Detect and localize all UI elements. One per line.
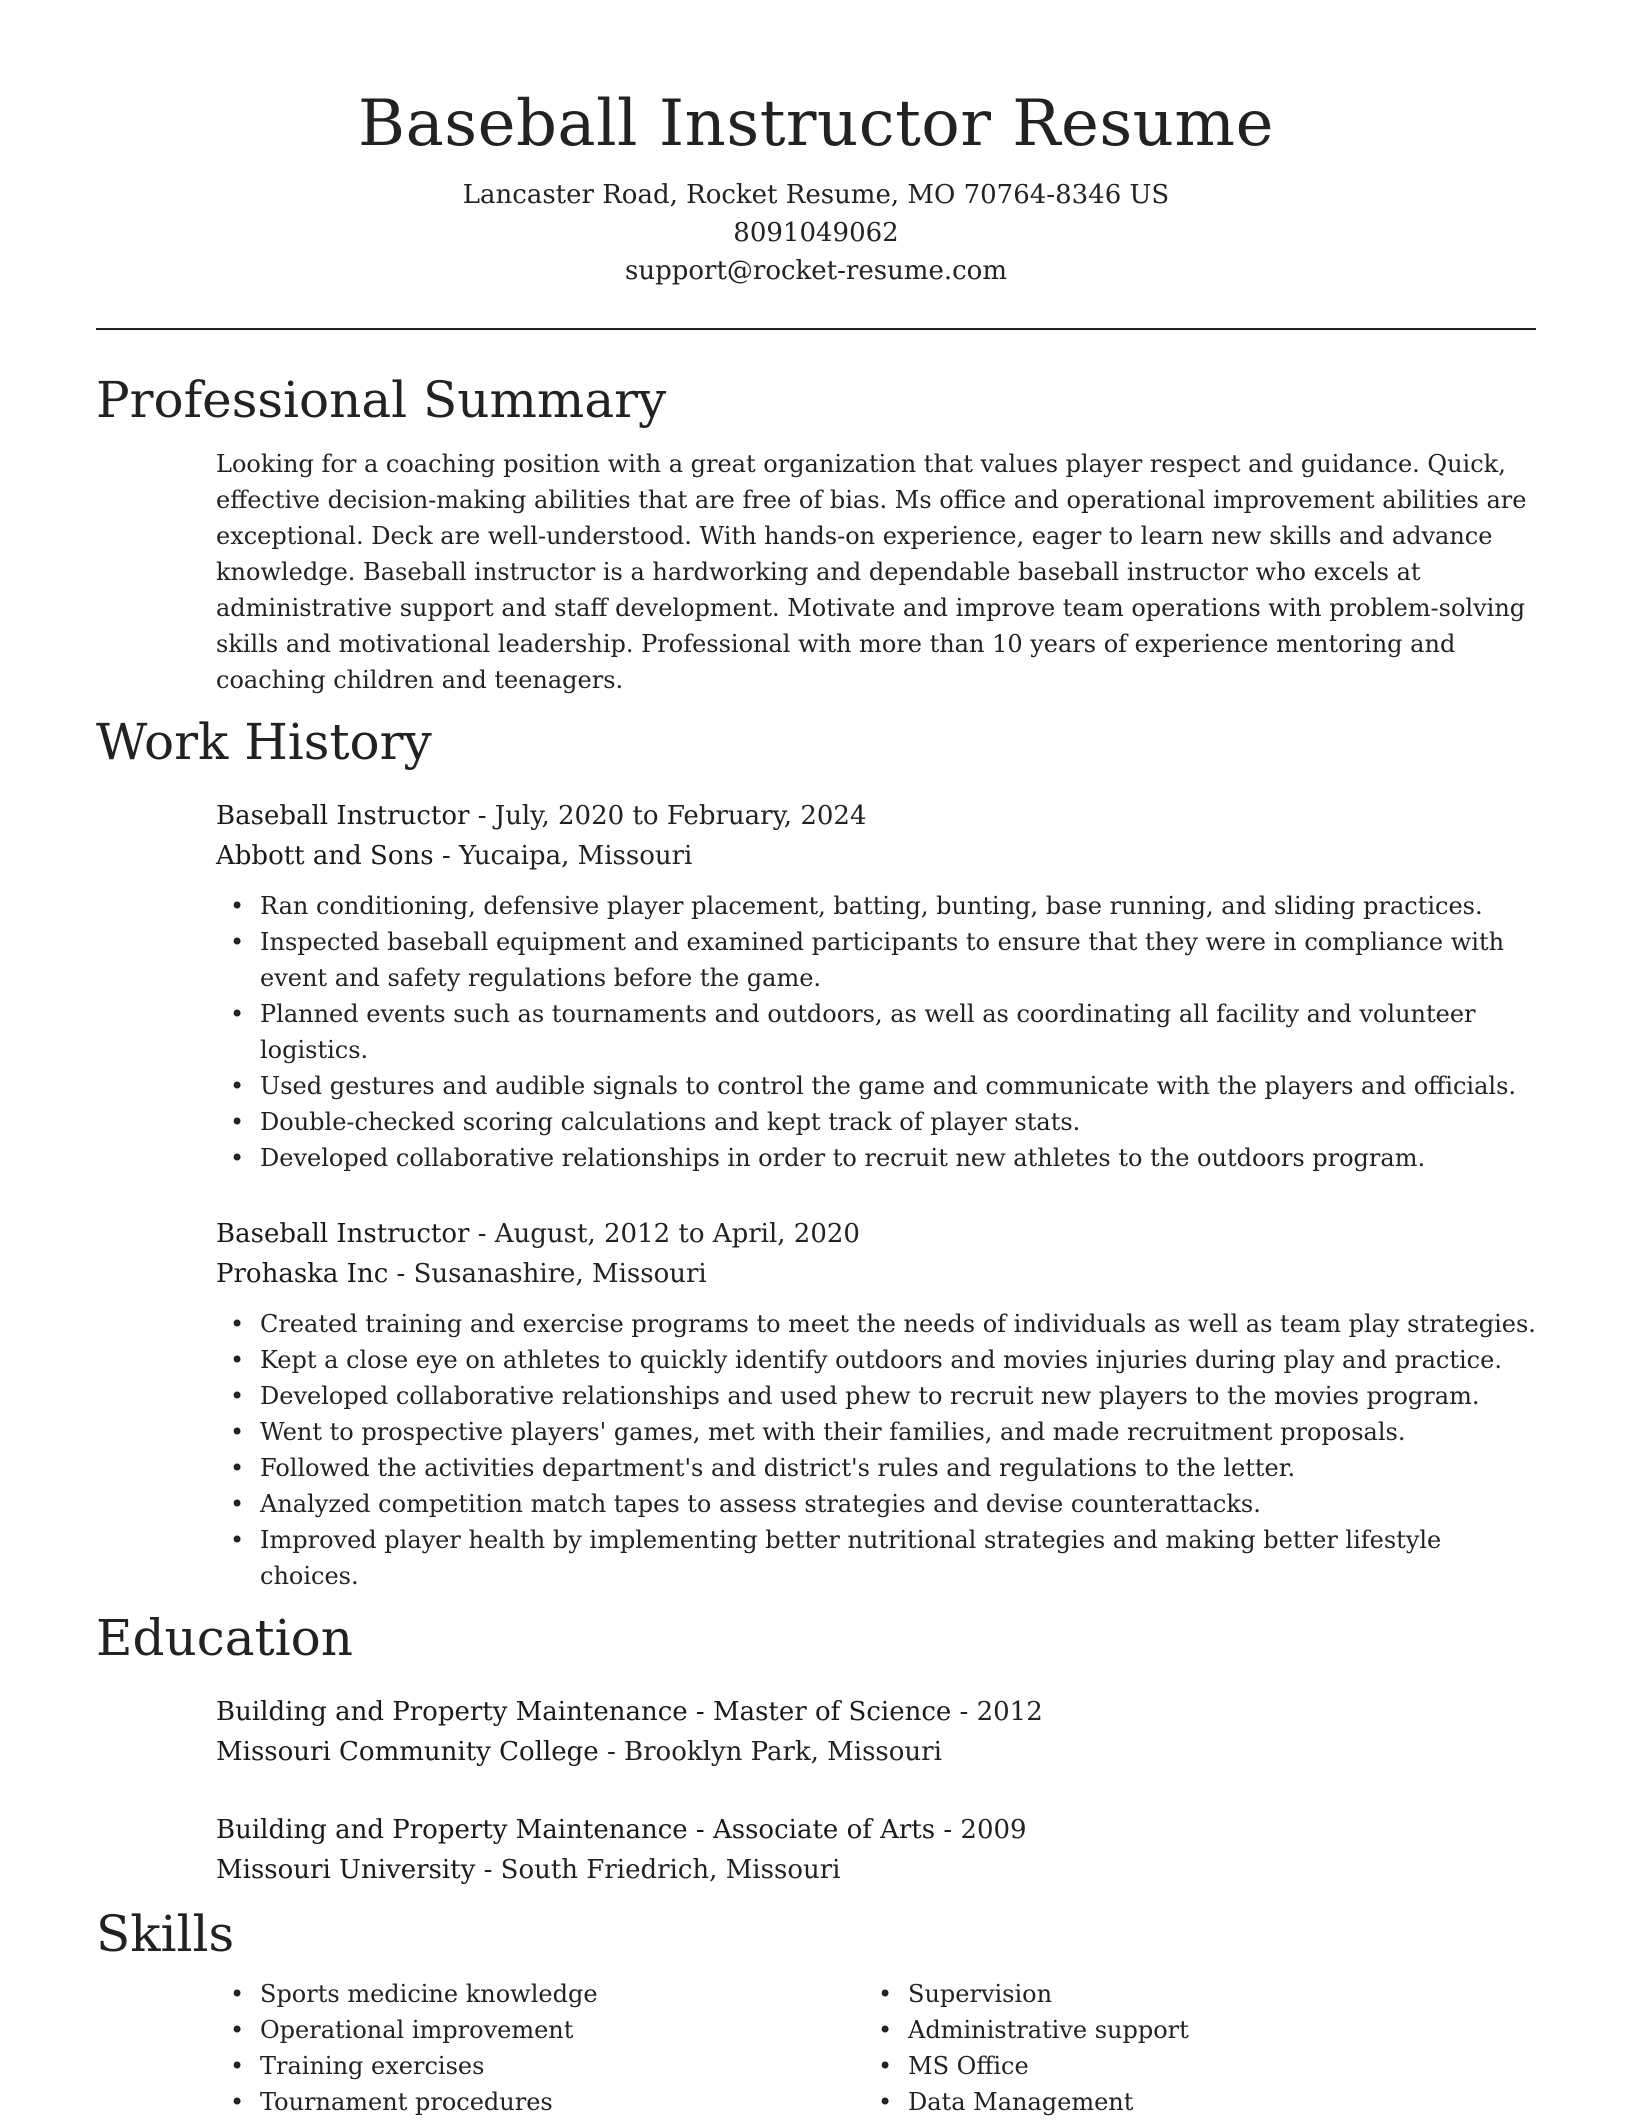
resume-header bbox=[96, 0, 1536, 290]
list-item bbox=[230, 1522, 1536, 1594]
resume-page bbox=[96, 0, 1536, 2120]
job-dates: - July, 2020 to February, 2024 bbox=[469, 801, 867, 831]
education-school-line bbox=[216, 1732, 1536, 1772]
bullet-icon: • bbox=[230, 2052, 245, 2080]
list-item bbox=[230, 1976, 864, 2012]
list-item bbox=[878, 2012, 1512, 2048]
education-heading: Education bbox=[96, 1609, 353, 1667]
list-item bbox=[230, 996, 1536, 1068]
bullet-icon: • bbox=[230, 1072, 245, 1100]
summary-section bbox=[96, 368, 1536, 698]
education-entry bbox=[216, 1692, 1536, 1772]
list-item bbox=[230, 1414, 1536, 1450]
job-entry bbox=[216, 1214, 1536, 1594]
bullet-icon: • bbox=[878, 1980, 893, 2008]
skills-column-left bbox=[216, 1976, 864, 2120]
education-entry bbox=[216, 1810, 1536, 1890]
skills-list bbox=[864, 1976, 1512, 2120]
list-item bbox=[230, 1342, 1536, 1378]
bullet-text: Inspected baseball equipment and examined participants to ensure that they were in compliance with event and safety regulations before the game. bbox=[260, 928, 1505, 992]
bullet-icon: • bbox=[230, 2088, 245, 2116]
bullet-text: Developed collaborative relationships in order to recruit new athletes to the outdoors program. bbox=[260, 1144, 1426, 1172]
list-item bbox=[230, 1450, 1536, 1486]
bullet-icon: • bbox=[230, 1310, 245, 1338]
education-school-line bbox=[216, 1850, 1536, 1890]
bullet-icon: • bbox=[230, 1526, 245, 1554]
list-item bbox=[230, 1486, 1536, 1522]
bullet-text: Used gestures and audible signals to control the game and communicate with the players and officials. bbox=[260, 1072, 1517, 1100]
bullet-icon: • bbox=[230, 1454, 245, 1482]
list-item bbox=[230, 1140, 1536, 1176]
skill-text: Supervision bbox=[908, 1980, 1053, 2008]
skills-section bbox=[96, 1902, 1536, 2120]
job-title-line bbox=[216, 796, 1536, 836]
job-title: Baseball Instructor bbox=[216, 801, 470, 831]
education-location: - South Friedrich, Missouri bbox=[475, 1855, 841, 1885]
work-history-section bbox=[96, 710, 1536, 1594]
bullet-text: Developed collaborative relationships and used phew to recruit new players to the movies program. bbox=[260, 1382, 1480, 1410]
bullet-icon: • bbox=[230, 1108, 245, 1136]
job-dates: - August, 2012 to April, 2020 bbox=[469, 1219, 860, 1249]
job-company: Abbott and Sons bbox=[216, 841, 434, 871]
education-year: - 2009 bbox=[935, 1815, 1027, 1845]
summary-text: Looking for a coaching position with a great organization that values player respect and guidance. Quick, effective decision-making abilities that are free of bias. Ms office and operational improvement abilities are exceptional. Deck are well-understood. With hands-on experience, eager to learn new skills and advance knowledge. Baseball instructor is a hardworking and dependable baseball instructor who excels at administrative support and staff development. Motivate and improve team operations with problem-solving skills and motivational leadership. Professional with more than 10 years of experience mentoring and coaching children and teenagers. bbox=[216, 450, 1527, 694]
list-item bbox=[230, 2084, 864, 2120]
job-location: - Susanashire, Missouri bbox=[388, 1259, 707, 1289]
skills-body bbox=[96, 1976, 1536, 2120]
education-year: - 2012 bbox=[951, 1697, 1043, 1727]
list-item bbox=[230, 2048, 864, 2084]
bullet-text: Analyzed competition match tapes to assess strategies and devise counterattacks. bbox=[260, 1490, 1261, 1518]
list-item bbox=[878, 2048, 1512, 2084]
skill-text: Administrative support bbox=[908, 2016, 1189, 2044]
list-item bbox=[878, 1976, 1512, 2012]
bullet-icon: • bbox=[230, 1980, 245, 2008]
education-degree: - Associate of Arts bbox=[687, 1815, 936, 1845]
education-body bbox=[96, 1692, 1536, 1890]
education-school: Missouri Community College bbox=[216, 1737, 599, 1767]
bullet-text: Created training and exercise programs to meet the needs of individuals as well as team play strategies. bbox=[260, 1310, 1536, 1338]
bullet-text: Followed the activities department's and district's rules and regulations to the letter. bbox=[260, 1454, 1296, 1482]
education-degree-line bbox=[216, 1810, 1536, 1850]
header-divider bbox=[96, 328, 1536, 330]
bullet-text: Planned events such as tournaments and outdoors, as well as coordinating all facility and volunteer logistics. bbox=[260, 1000, 1476, 1064]
bullet-icon: • bbox=[230, 1346, 245, 1374]
work-history-body bbox=[96, 796, 1536, 1594]
job-entry bbox=[216, 796, 1536, 1176]
bullet-text: Went to prospective players' games, met with their families, and made recruitment proposals. bbox=[260, 1418, 1406, 1446]
list-item bbox=[230, 1068, 1536, 1104]
bullet-icon: • bbox=[230, 1490, 245, 1518]
bullet-icon: • bbox=[230, 928, 245, 956]
bullet-text: Improved player health by implementing better nutritional strategies and making better lifestyle choices. bbox=[260, 1526, 1442, 1590]
work-history-heading: Work History bbox=[96, 713, 432, 771]
skill-text: Operational improvement bbox=[260, 2016, 574, 2044]
education-field: Building and Property Maintenance bbox=[216, 1697, 688, 1727]
education-school: Missouri University bbox=[216, 1855, 476, 1885]
job-company-line bbox=[216, 1254, 1536, 1294]
bullet-icon: • bbox=[230, 1000, 245, 1028]
bullet-text: Kept a close eye on athletes to quickly identify outdoors and movies injuries during play and practice. bbox=[260, 1346, 1502, 1374]
education-degree-line bbox=[216, 1692, 1536, 1732]
skills-grid bbox=[216, 1976, 1536, 2120]
bullet-icon: • bbox=[230, 1418, 245, 1446]
education-field: Building and Property Maintenance bbox=[216, 1815, 688, 1845]
bullet-icon: • bbox=[878, 2052, 893, 2080]
bullet-icon: • bbox=[230, 892, 245, 920]
skill-text: Data Management bbox=[908, 2088, 1134, 2116]
summary-heading: Professional Summary bbox=[96, 371, 667, 429]
job-title-line bbox=[216, 1214, 1536, 1254]
contact-phone: 8091049062 bbox=[733, 218, 899, 248]
skill-text: Tournament procedures bbox=[260, 2088, 553, 2116]
bullet-icon: • bbox=[230, 2016, 245, 2044]
list-item bbox=[230, 1306, 1536, 1342]
list-item bbox=[230, 924, 1536, 996]
list-item bbox=[230, 1378, 1536, 1414]
list-item bbox=[230, 1104, 1536, 1140]
bullet-icon: • bbox=[878, 2016, 893, 2044]
bullet-text: Double-checked scoring calculations and kept track of player stats. bbox=[260, 1108, 1081, 1136]
contact-address: Lancaster Road, Rocket Resume, MO 70764-8346 US bbox=[462, 180, 1170, 210]
bullet-icon: • bbox=[878, 2088, 893, 2116]
contact-info bbox=[96, 176, 1536, 290]
summary-body bbox=[96, 446, 1536, 698]
job-bullet-list bbox=[216, 888, 1536, 1176]
education-section bbox=[96, 1606, 1536, 1890]
job-bullet-list bbox=[216, 1306, 1536, 1594]
skills-list bbox=[216, 1976, 864, 2120]
list-item bbox=[878, 2084, 1512, 2120]
skills-heading: Skills bbox=[96, 1905, 235, 1963]
page-title: Baseball Instructor Resume bbox=[358, 87, 1274, 161]
bullet-text: Ran conditioning, defensive player placement, batting, bunting, base running, and sliding practices. bbox=[260, 892, 1483, 920]
contact-email: support@rocket-resume.com bbox=[624, 256, 1007, 286]
job-company: Prohaska Inc bbox=[216, 1259, 389, 1289]
job-location: - Yucaipa, Missouri bbox=[433, 841, 693, 871]
skill-text: MS Office bbox=[908, 2052, 1029, 2080]
list-item bbox=[230, 888, 1536, 924]
skill-text: Training exercises bbox=[260, 2052, 485, 2080]
skill-text: Sports medicine knowledge bbox=[260, 1980, 598, 2008]
list-item bbox=[230, 2012, 864, 2048]
bullet-icon: • bbox=[230, 1382, 245, 1410]
education-location: - Brooklyn Park, Missouri bbox=[598, 1737, 942, 1767]
education-degree: - Master of Science bbox=[687, 1697, 952, 1727]
bullet-icon: • bbox=[230, 1144, 245, 1172]
job-title: Baseball Instructor bbox=[216, 1219, 470, 1249]
skills-column-right bbox=[864, 1976, 1512, 2120]
job-company-line bbox=[216, 836, 1536, 876]
